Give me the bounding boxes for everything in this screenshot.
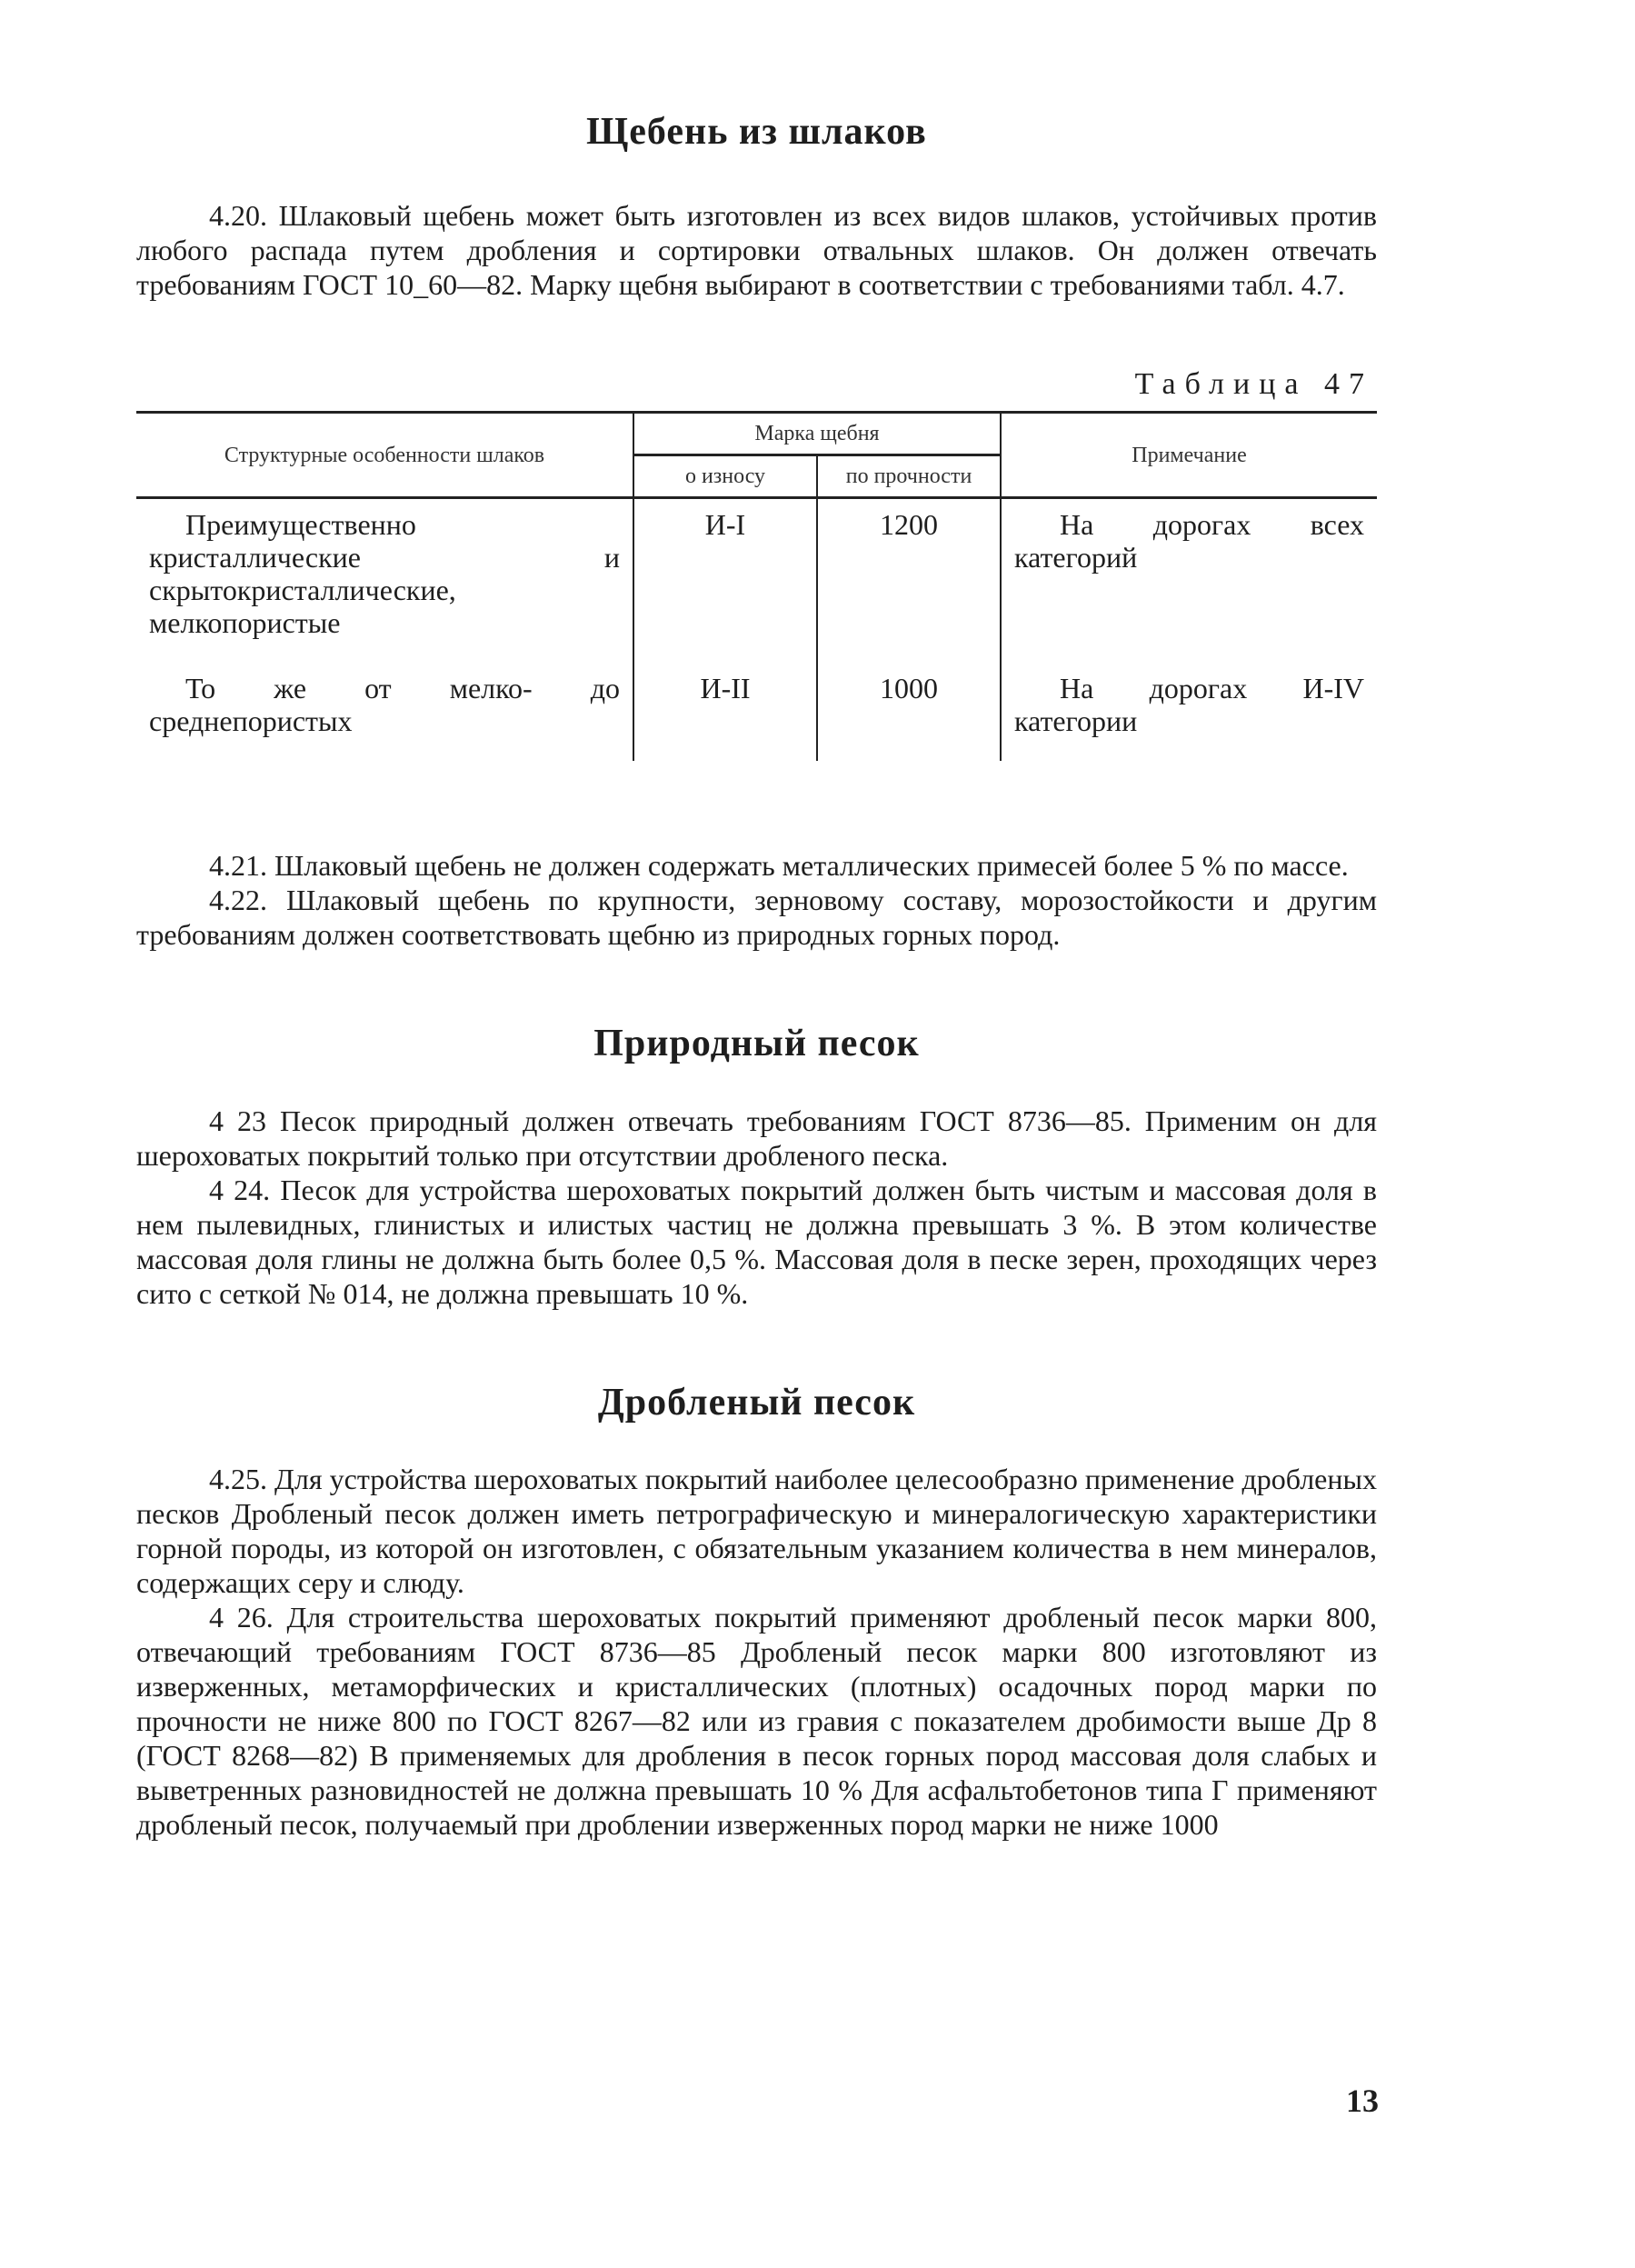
header-strength-grade: по прочности xyxy=(817,455,1001,497)
table-row xyxy=(136,663,1377,737)
page-number: 13 xyxy=(1346,2083,1379,2119)
section-title-crushed-sand: Дробленый песок xyxy=(597,1381,916,1424)
table-header-row xyxy=(136,413,1377,455)
paragraph-4-25: 4.25. Для устройства шероховатых покрытий наиболее целесообразно применение дробленых песков Дробленый песок должен иметь петрографическую и минералогическую характеристики горной породы, из которой он изготовлен, с обязательным указанием количества в нем минералов, содержащих серу и слюду. xyxy=(136,1463,1377,1600)
paragraph-4-21: 4.21. Шлаковый щебень не должен содержать металлических примесей более 5 % по массе. xyxy=(209,849,1349,883)
paragraph-4-26: 4 26. Для строительства шероховатых покрытий применяют дробленый песок марки 800, отвечающий требованиям ГОСТ 8736—85 Дробленый песок марки 800 изготовляют из изверженных, метаморфических и кристаллических (плотных) осадочных пород марки по прочности не ниже 800 по ГОСТ 8267—82 или из гравия с показателем дробимости выше Др 8 (ГОСТ 8268—82) В применяемых для дробления в песок горных пород массовая доля слабых и выветренных разновидностей не должна превышать 10 % Для асфальтобетонов типа Г применяют дробленый песок, получаемый при дроблении изверженных пород марки не ниже 1000 xyxy=(136,1601,1377,1842)
table-4-7 xyxy=(136,411,1377,761)
row1-wear: И-I xyxy=(633,498,817,640)
section-title-natural-sand: Природный песок xyxy=(593,1023,920,1065)
document-page xyxy=(136,109,1377,1842)
section-title-slag-crushed-stone: Щебень из шлаков xyxy=(586,111,927,153)
header-wear-grade: о износу xyxy=(633,455,817,497)
paragraph-4-22: 4.22. Шлаковый щебень по крупности, зерновому составу, морозостойкости и другим требованиям должен соответствовать щебню из природных горных пород. xyxy=(136,884,1377,952)
header-crushed-stone-grade: Марка щебня xyxy=(633,413,1001,455)
paragraph-4-24: 4 24. Песок для устройства шероховатых покрытий должен быть чистым и массовая доля в нем пылевидных, глинистых и илистых частиц не должна превышать 3 %. В этом количестве массовая доля глины не должна быть более 0,5 %. Массовая доля в песке зерен, проходящих через сито с сеткой № 014, не должна превышать 10 %. xyxy=(136,1173,1377,1310)
table-row xyxy=(136,498,1377,640)
row1-features: Преимущественно кристаллические и скрытокристаллические, мелкопористые xyxy=(149,508,620,640)
row2-strength: 1000 xyxy=(817,663,1001,737)
row2-note: На дорогах И-IV категории xyxy=(1001,663,1377,737)
row2-features: То же от мелко- до среднепористых xyxy=(149,672,620,738)
row1-strength: 1200 xyxy=(817,498,1001,640)
row2-wear: И-II xyxy=(633,663,817,737)
paragraph-4-23: 4 23 Песок природный должен отвечать требованиям ГОСТ 8736—85. Применим он для шероховатых покрытий только при отсутствии дробленого песка. xyxy=(136,1104,1377,1172)
table-caption: Таблица 47 xyxy=(1134,367,1373,402)
row1-note: На дорогах всех категорий xyxy=(1001,498,1377,640)
header-note: Примечание xyxy=(1001,413,1377,497)
header-structural-features: Структурные особенности шлаков xyxy=(224,443,545,467)
paragraph-4-20: 4.20. Шлаковый щебень может быть изготовлен из всех видов шлаков, устойчивых против любого распада путем дробления и сортировки отвальных шлаков. Он должен отвечать требованиям ГОСТ 10_60—82. Марку щебня выбирают в соответствии с требованиями табл. 4.7. xyxy=(136,199,1377,302)
